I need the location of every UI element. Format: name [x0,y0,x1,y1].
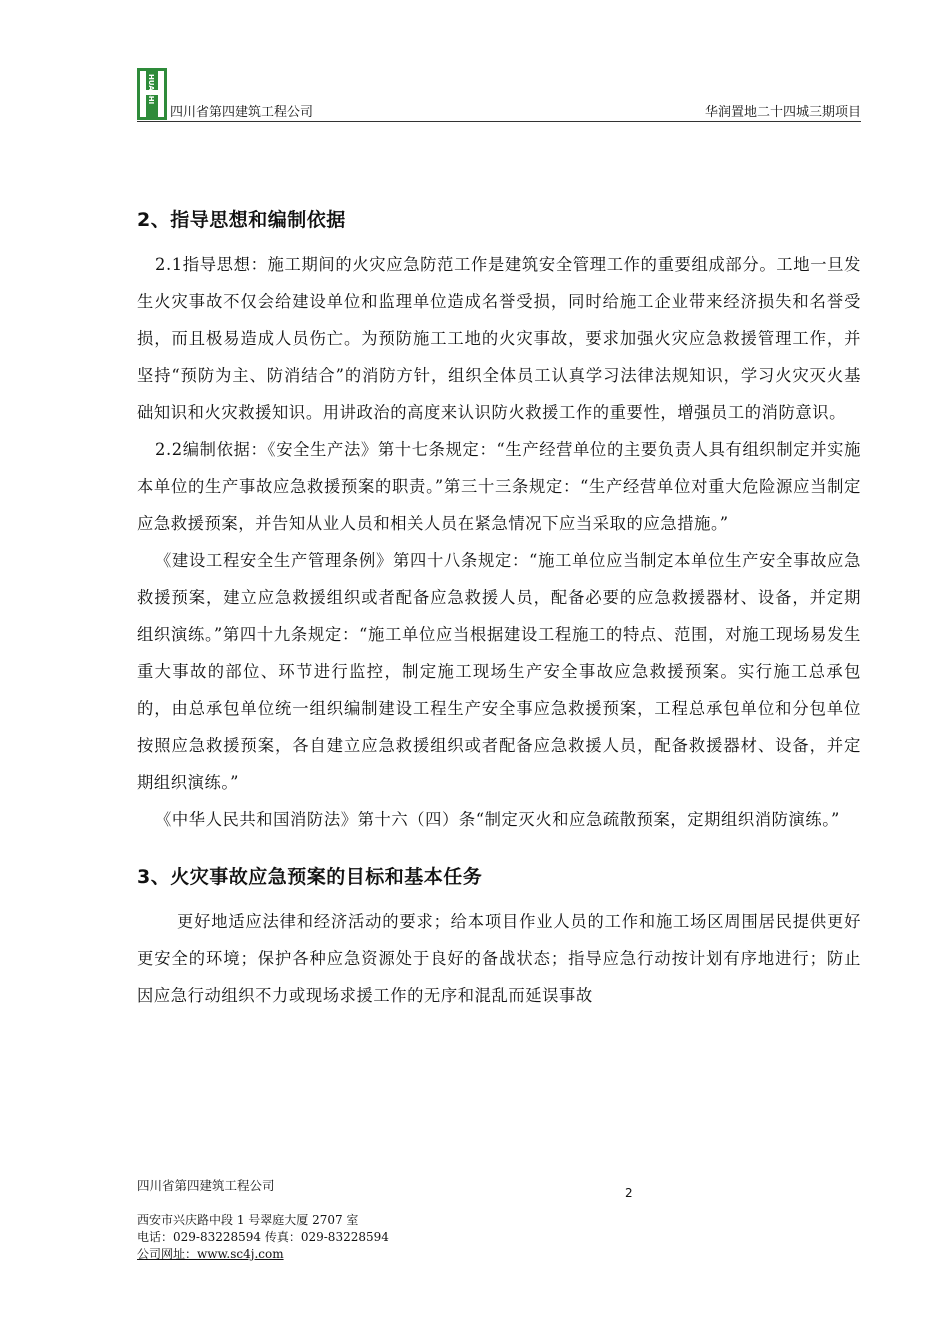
document-body [137,205,861,1014]
header-divider [137,121,861,122]
company-logo [137,68,167,120]
header-company-name: 四川省第四建筑工程公司 [170,105,314,120]
section-2-paragraph-2: 2.2编制依据：《安全生产法》第十七条规定：“生产经营单位的主要负责人具有组织制定并实施本单位的生产事故应急救援预案的职责。”第三十三条规定：“生产经营单位对重大危险源应当制定应急救援预案，并告知从业人员和相关人员在紧急情况下应当采取的应急措施。” [137,440,861,533]
footer-contact-block [137,1212,389,1263]
page-number: 2 [625,1186,633,1200]
section-2-paragraph-4: 《中华人民共和国消防法》第十六（四）条“制定灭火和应急疏散预案，定期组织消防演练。” [155,810,840,829]
section-3-heading: 3、火灾事故应急预案的目标和基本任务 [137,866,483,888]
section-2-paragraph-3: 《建设工程安全生产管理条例》第四十八条规定：“施工单位应当制定本单位生产安全事故应急救援预案，建立应急救援组织或者配备应急救援人员，配备必要的应急救援器材、设备，并定期组织演练。”第四十九条规定：“施工单位应当根据建设工程施工的特点、范围，对施工现场易发生重大事故的部位、环节进行监控，制定施工现场生产安全事故应急救援预案。实行施工总承包的，由总承包单位统一组织编制建设工程生产安全事应急救援预案，工程总承包单位和分包单位按照应急救援预案，各自建立应急救援组织或者配备应急救援人员，配备救援器材、设备，并定期组织演练。” [137,551,861,792]
logo-text: HUASHI [147,74,155,105]
page-header [137,68,861,122]
footer-website-link[interactable]: 公司网址：www.sc4j.com [137,1247,284,1261]
footer-address: 西安市兴庆路中段 1 号翠庭大厦 2707 室 [137,1213,359,1227]
section-3-paragraph-1: 更好地适应法律和经济活动的要求；给本项目作业人员的工作和施工场区周围居民提供更好更安全的环境；保护各种应急资源处于良好的备战状态；指导应急行动按计划有序地进行；防止因应急行动组织不力或现场求援工作的无序和混乱而延误事故 [137,912,861,1005]
page-footer [137,1176,861,1261]
footer-company-name: 四川省第四建筑工程公司 [137,1178,275,1193]
section-2-heading: 2、指导思想和编制依据 [137,209,346,231]
section-2-paragraph-1: 2.1指导思想：施工期间的火灾应急防范工作是建筑安全管理工作的重要组成部分。工地一旦发生火灾事故不仅会给建设单位和监理单位造成名誉受损，同时给施工企业带来经济损失和名誉受损，而且极易造成人员伤亡。为预防施工工地的火灾事故，要求加强火灾应急救援管理工作，并坚持“预防为主、防消结合”的消防方针，组织全体员工认真学习法律法规知识，学习火灾灭火基础知识和火灾救援知识。用讲政治的高度来认识防火救援工作的重要性，增强员工的消防意识。 [137,255,861,422]
footer-phone-fax: 电话：029-83228594 传真：029-83228594 [137,1230,389,1244]
header-project-name: 华润置地二十四城三期项目 [704,105,861,120]
